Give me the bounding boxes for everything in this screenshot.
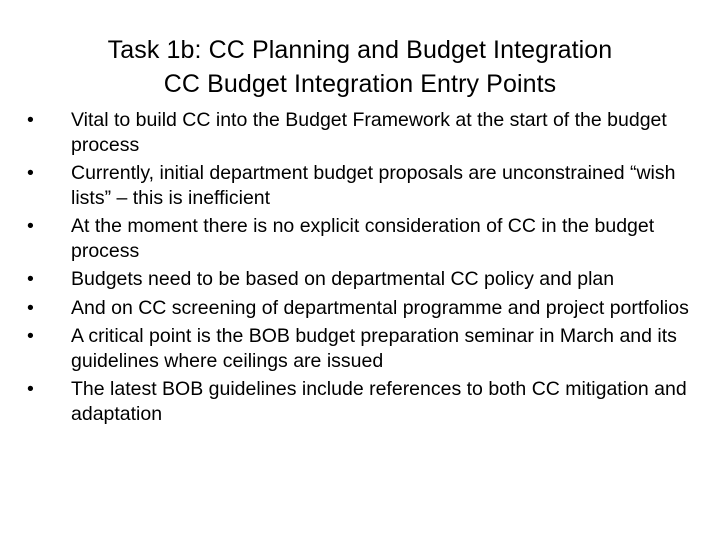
bullet-text: Budgets need to be based on departmental CC policy and plan xyxy=(71,268,615,290)
title-line-1: Task 1b: CC Planning and Budget Integration xyxy=(107,36,613,64)
bullet-marker: • xyxy=(27,162,34,184)
bullet-text: A critical point is the BOB budget preparation seminar in March and its guidelines where ceilings are issued xyxy=(71,325,677,372)
bullet-item xyxy=(27,214,697,263)
bullet-marker: • xyxy=(27,378,34,400)
bullet-marker: • xyxy=(27,215,34,237)
bullet-item xyxy=(27,296,697,321)
bullet-text: And on CC screening of departmental programme and project portfolios xyxy=(71,296,689,319)
bullet-text: Currently, initial department budget proposals are unconstrained “wish lists” – this is inefficient xyxy=(71,162,676,209)
bullet-item xyxy=(27,108,697,157)
slide-title xyxy=(40,33,680,101)
bullet-item xyxy=(27,267,697,292)
bullet-text: Vital to build CC into the Budget Framework at the start of the budget process xyxy=(71,109,667,156)
bullet-text: The latest BOB guidelines include references to both CC mitigation and adaptation xyxy=(71,378,687,425)
bullet-item xyxy=(27,377,697,426)
bullet-marker: • xyxy=(27,109,34,131)
bullet-item xyxy=(27,324,697,373)
bullet-list xyxy=(27,108,697,430)
bullet-text: At the moment there is no explicit consideration of CC in the budget process xyxy=(71,215,655,262)
bullet-marker: • xyxy=(27,296,34,319)
bullet-item xyxy=(27,161,697,210)
bullet-marker: • xyxy=(27,268,34,290)
bullet-marker: • xyxy=(27,325,34,347)
title-line-2: CC Budget Integration Entry Points xyxy=(163,70,557,98)
